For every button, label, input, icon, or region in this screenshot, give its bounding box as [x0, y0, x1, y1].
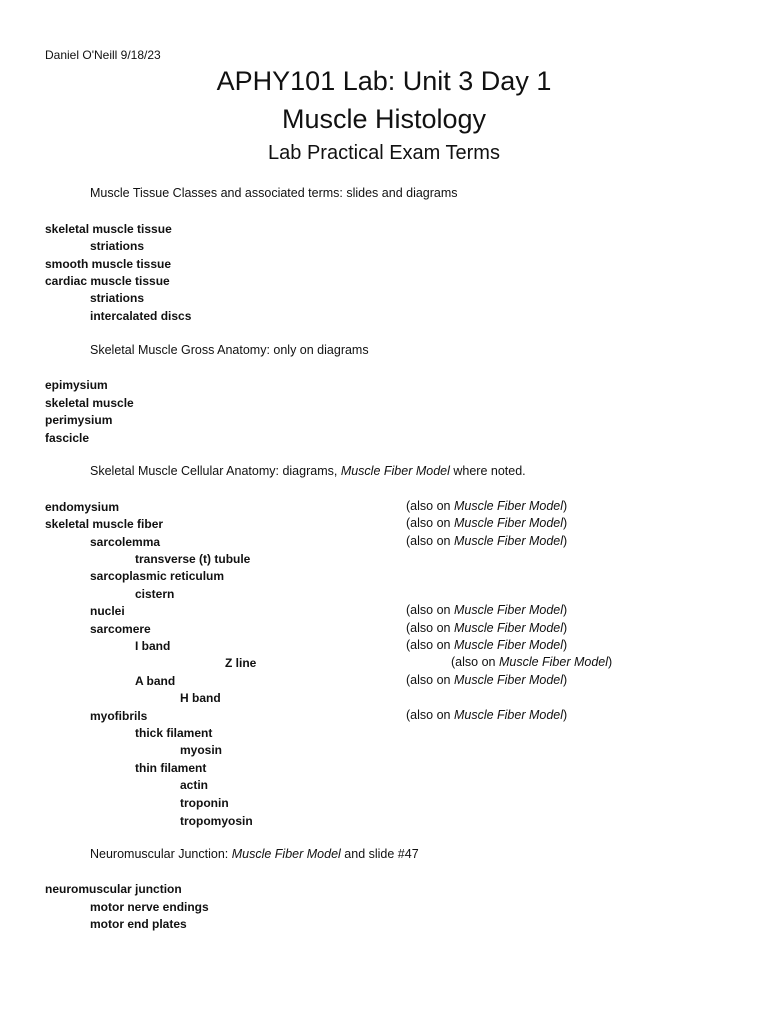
term-transverse-tubule: transverse (t) tubule — [135, 552, 251, 566]
term-sarcomere: sarcomere — [90, 622, 151, 636]
term-endomysium: endomysium — [45, 500, 120, 514]
model-note: (also on Muscle Fiber Model) — [406, 603, 568, 617]
term-motor-nerve-endings: motor nerve endings — [90, 900, 209, 914]
term-cistern: cistern — [135, 587, 175, 601]
term-intercalated-discs: intercalated discs — [90, 309, 192, 323]
document-title: APHY101 Lab: Unit 3 Day 1 — [216, 66, 552, 96]
model-note: (also on Muscle Fiber Model) — [406, 708, 568, 722]
term-striations: striations — [90, 239, 145, 253]
term-sarcolemma: sarcolemma — [90, 535, 161, 549]
term-neuromuscular-junction: neuromuscular junction — [45, 882, 182, 896]
section-heading-cellular: Skeletal Muscle Cellular Anatomy: diagrams, Muscle Fiber Model where noted. — [90, 464, 526, 478]
model-note: (also on Muscle Fiber Model) — [406, 638, 568, 652]
term-thick-filament: thick filament — [135, 726, 213, 740]
term-smooth-muscle-tissue: smooth muscle tissue — [45, 257, 172, 271]
term-skeletal-muscle-fiber: skeletal muscle fiber — [45, 517, 164, 531]
term-thin-filament: thin filament — [135, 761, 207, 775]
term-a-band: A band — [135, 674, 176, 688]
model-note: (also on Muscle Fiber Model) — [406, 673, 568, 687]
term-tropomyosin: tropomyosin — [180, 814, 253, 828]
section-heading-classes: Muscle Tissue Classes and associated terms: slides and diagrams — [90, 186, 458, 200]
term-troponin: troponin — [180, 796, 229, 810]
section-heading-nmj: Neuromuscular Junction: Muscle Fiber Model and slide #47 — [90, 847, 419, 861]
term-h-band: H band — [180, 691, 221, 705]
term-perimysium: perimysium — [45, 413, 113, 427]
term-striations: striations — [90, 291, 145, 305]
term-cardiac-muscle-tissue: cardiac muscle tissue — [45, 274, 170, 288]
term-z-line: Z line — [225, 656, 257, 670]
term-actin: actin — [180, 778, 209, 792]
term-i-band: I band — [135, 639, 171, 653]
term-epimysium: epimysium — [45, 378, 108, 392]
term-skeletal-muscle-tissue: skeletal muscle tissue — [45, 222, 172, 236]
document-subtitle: Lab Practical Exam Terms — [268, 142, 500, 164]
term-nuclei: nuclei — [90, 604, 125, 618]
author-date: Daniel O'Neill 9/18/23 — [45, 48, 161, 62]
term-motor-end-plates: motor end plates — [90, 917, 187, 931]
model-note: (also on Muscle Fiber Model) — [406, 534, 568, 548]
term-skeletal-muscle: skeletal muscle — [45, 396, 134, 410]
model-note: (also on Muscle Fiber Model) — [406, 516, 568, 530]
term-sarcoplasmic-reticulum: sarcoplasmic reticulum — [90, 569, 225, 583]
model-note: (also on Muscle Fiber Model) — [406, 499, 568, 513]
term-myofibrils: myofibrils — [90, 709, 148, 723]
section-heading-gross: Skeletal Muscle Gross Anatomy: only on diagrams — [90, 343, 369, 357]
model-note: (also on Muscle Fiber Model) — [406, 621, 568, 635]
document-title-line2: Muscle Histology — [281, 104, 487, 134]
term-fascicle: fascicle — [45, 431, 90, 445]
term-myosin: myosin — [180, 743, 223, 757]
model-note: (also on Muscle Fiber Model) — [451, 655, 613, 669]
